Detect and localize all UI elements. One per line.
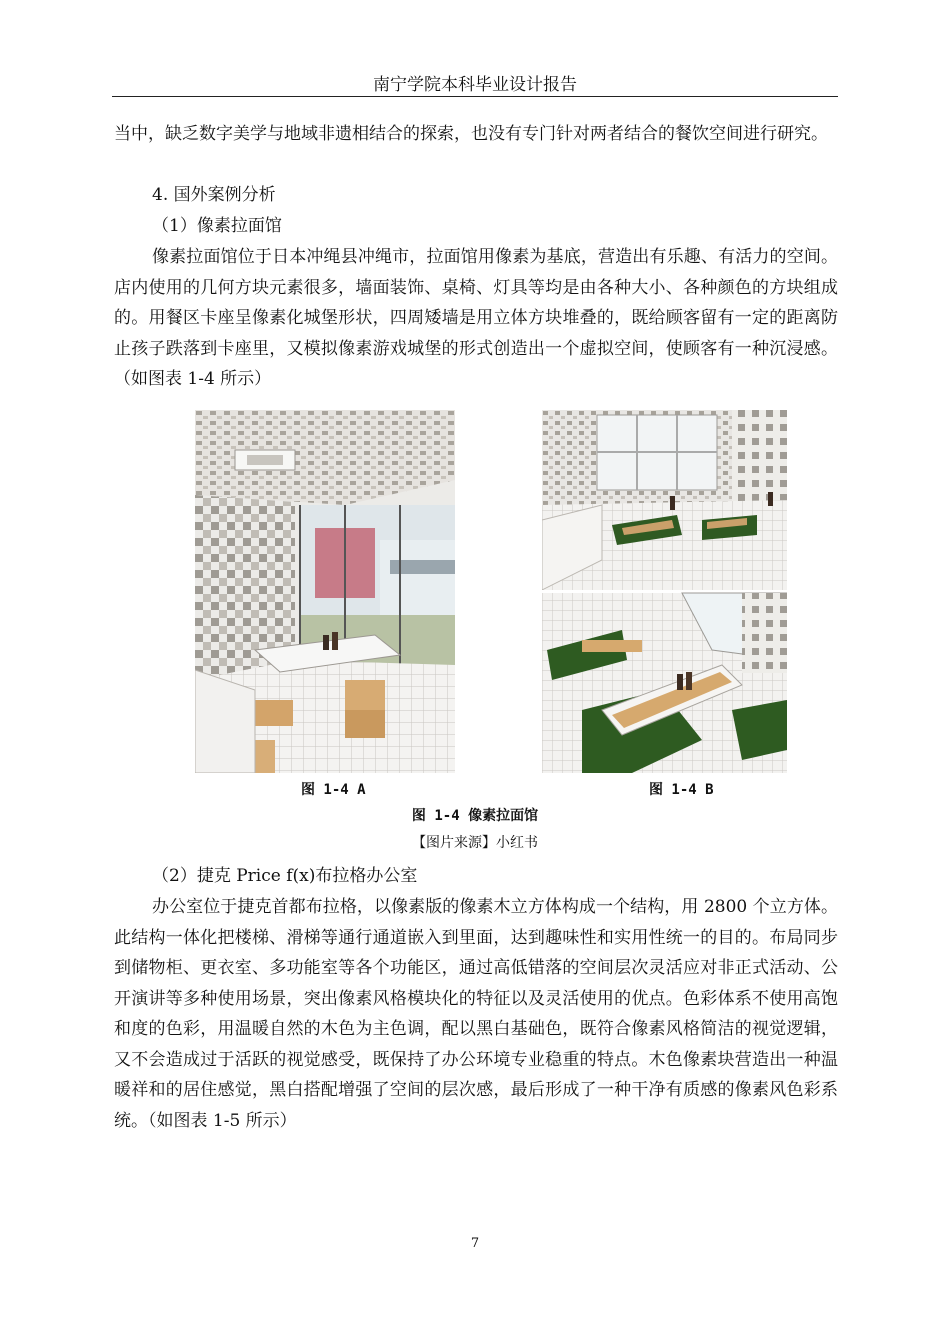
paragraph-price-fx-office: 办公室位于捷克首都布拉格，以像素版的像素木立方体构成一个结构，用 2800 个立方体。此结构一体化把楼梯、滑梯等通行通道嵌入到里面，达到趣味性和实用性统一的目的。布局同步到储物柜、更衣室、多功能室等各个功能区，通过高低错落的空间层次灵活应对非正式活动、公开演讲等多种使用场景，突出像素风格模块化的特征以及灵活使用的优点。色彩体系不使用高饱和度的色彩，用温暖自然的木色为主色调，配以黑白基础色，既符合像素风格简洁的视觉逻辑，又不会造成过于活跃的视觉感受，既保持了办公环境专业稳重的特点。木色像素块营造出一种温暖祥和的居住感觉，黑白搭配增强了空间的层次感，最后形成了一种干净有质感的像素风色彩系统。（如图表 1-5 所示） — [114, 897, 838, 1131]
page-header: 南宁学院本科毕业设计报告 — [373, 75, 577, 95]
figure-1-4-b-photo — [542, 410, 787, 773]
subsection-heading-price-fx-office: （2）捷克 Price f(x)布拉格办公室 — [152, 866, 418, 886]
paragraph-intro-continued: 当中，缺乏数字美学与地域非遗相结合的探索，也没有专门针对两者结合的餐饮空间进行研究。 — [114, 124, 828, 144]
subsection-heading-pixel-ramen: （1）像素拉面馆 — [152, 216, 282, 236]
figure-1-4-a-caption: 图 1-4 A — [301, 782, 366, 798]
header-rule — [112, 96, 838, 97]
paragraph-pixel-ramen: 像素拉面馆位于日本冲绳县冲绳市，拉面馆用像素为基底，营造出有乐趣、有活力的空间。店内使用的几何方块元素很多，墙面装饰、桌椅、灯具等均是由各种大小、各种颜色的方块组成的。用餐区卡座呈像素化城堡形状，四周矮墙是用立体方块堆叠的，既给顾客留有一定的距离防止孩子跌落到卡座里，又模拟像素游戏城堡的形式创造出一个虚拟空间，使顾客有一种沉浸感。（如图表 1-4 所示） — [114, 247, 838, 389]
section-heading-foreign-cases: 4. 国外案例分析 — [152, 185, 276, 205]
figure-1-4-b-caption: 图 1-4 B — [649, 782, 714, 798]
figure-1-4-caption: 图 1-4 像素拉面馆 — [411, 808, 539, 824]
page-number: 7 — [470, 1236, 480, 1251]
figure-source: 【图片来源】小红书 — [412, 835, 538, 851]
figure-1-4-a-photo — [195, 410, 455, 773]
